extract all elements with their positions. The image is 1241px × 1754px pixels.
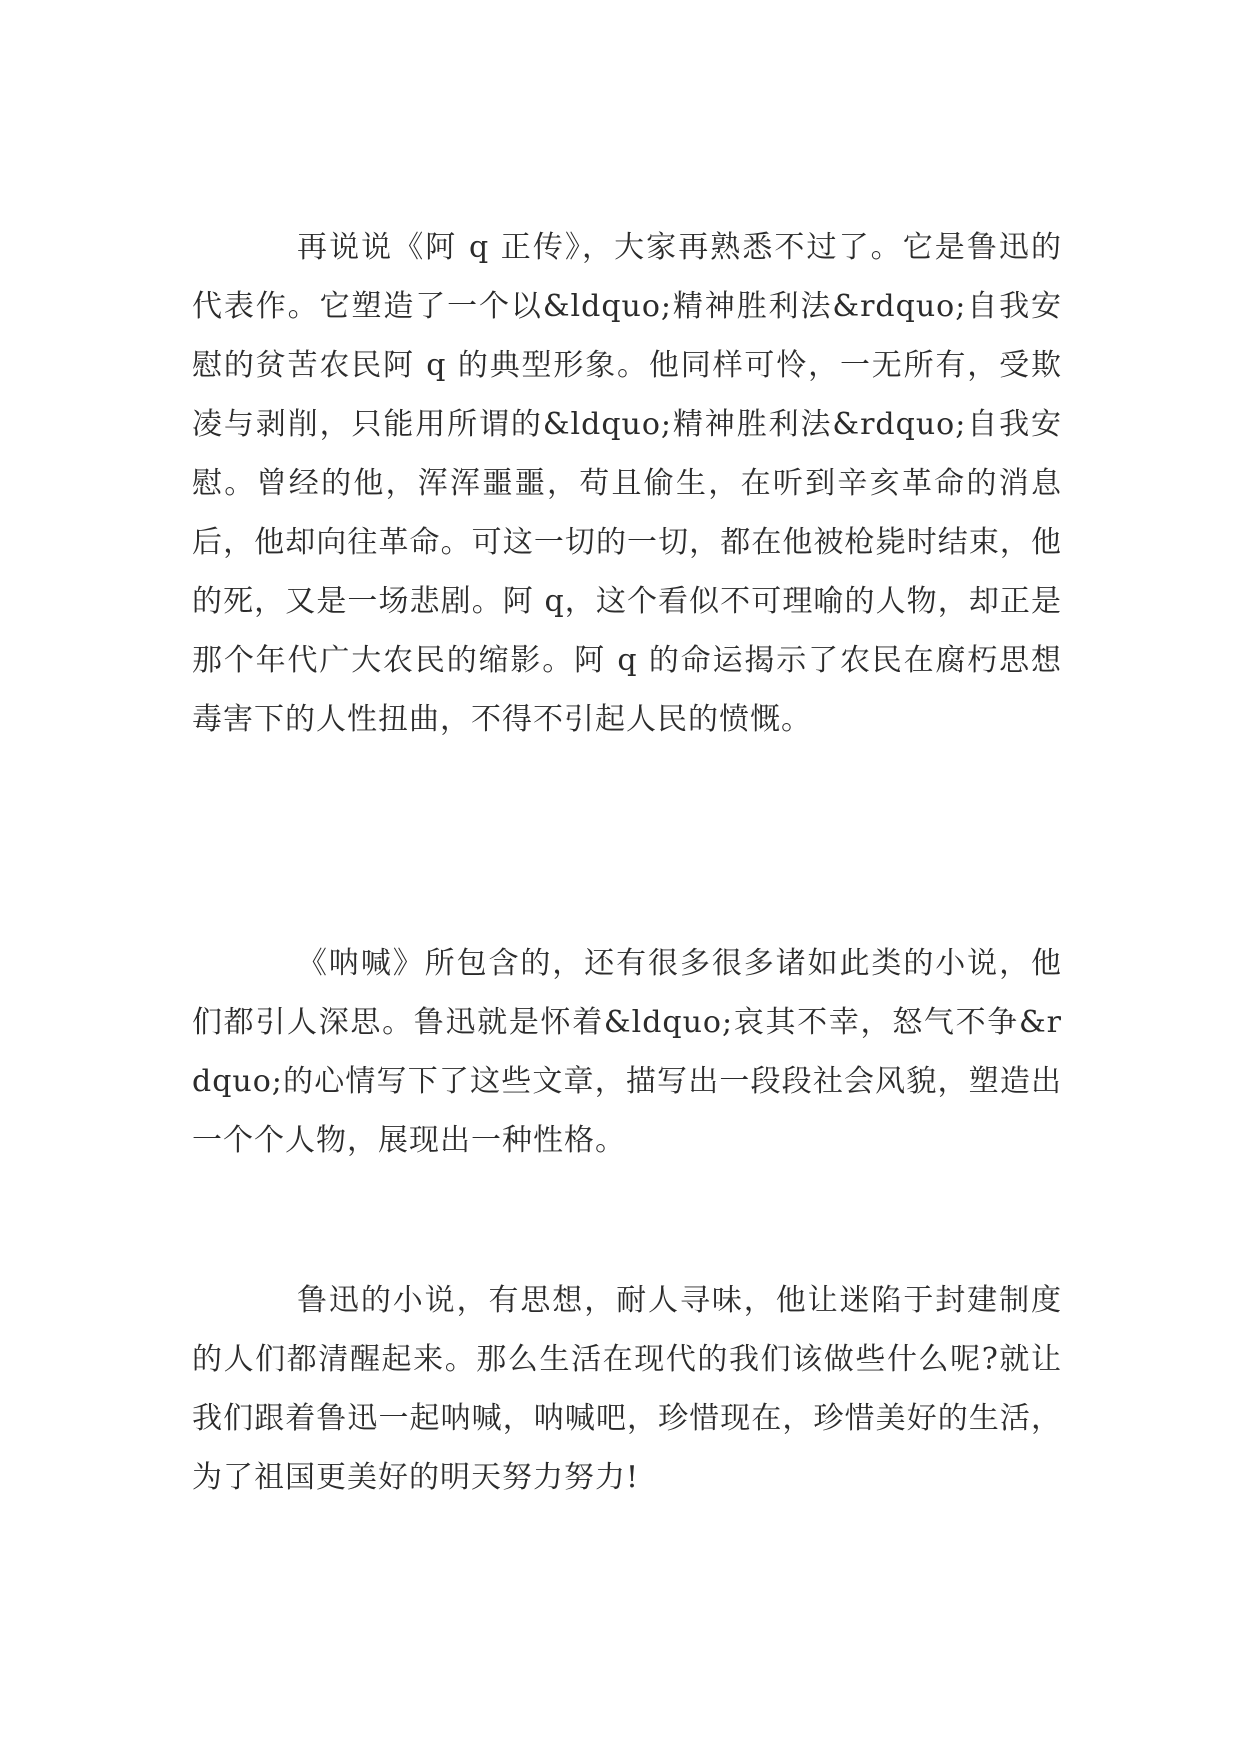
paragraph-nahan: 《呐喊》所包含的，还有很多很多诸如此类的小说，他们都引人深思。鲁迅就是怀着&ldquo;哀其不幸，怒气不争&rdquo;的心情写下了这些文章，描写出一段段社会风貌，塑造出一个个人物，展现出一种性格。 <box>192 946 1062 1158</box>
paragraph-ah-q: 再说说《阿 q 正传》，大家再熟悉不过了。它是鲁迅的代表作。它塑造了一个以&ldquo;精神胜利法&rdquo;自我安慰的贫苦农民阿 q 的典型形象。他同样可怜，一无所有，受欺凌与剥削，只能用所谓的&ldquo;精神胜利法&rdquo;自我安慰。曾经的他，浑浑噩噩，苟且偷生，在听到辛亥革命的消息后，他却向往革命。可这一切的一切，都在他被枪毙时结束，他的死，又是一场悲剧。阿 q，这个看似不可理喻的人物，却正是那个年代广大农民的缩影。阿 q 的命运揭示了农民在腐朽思想毒害下的人性扭曲，不得不引起人民的愤慨。 <box>192 230 1062 737</box>
paragraph-conclusion: 鲁迅的小说，有思想，耐人寻味，他让迷陷于封建制度的人们都清醒起来。那么生活在现代的我们该做些什么呢?就让我们跟着鲁迅一起呐喊，呐喊吧，珍惜现在，珍惜美好的生活，为了祖国更美好的明天努力努力! <box>192 1283 1062 1495</box>
